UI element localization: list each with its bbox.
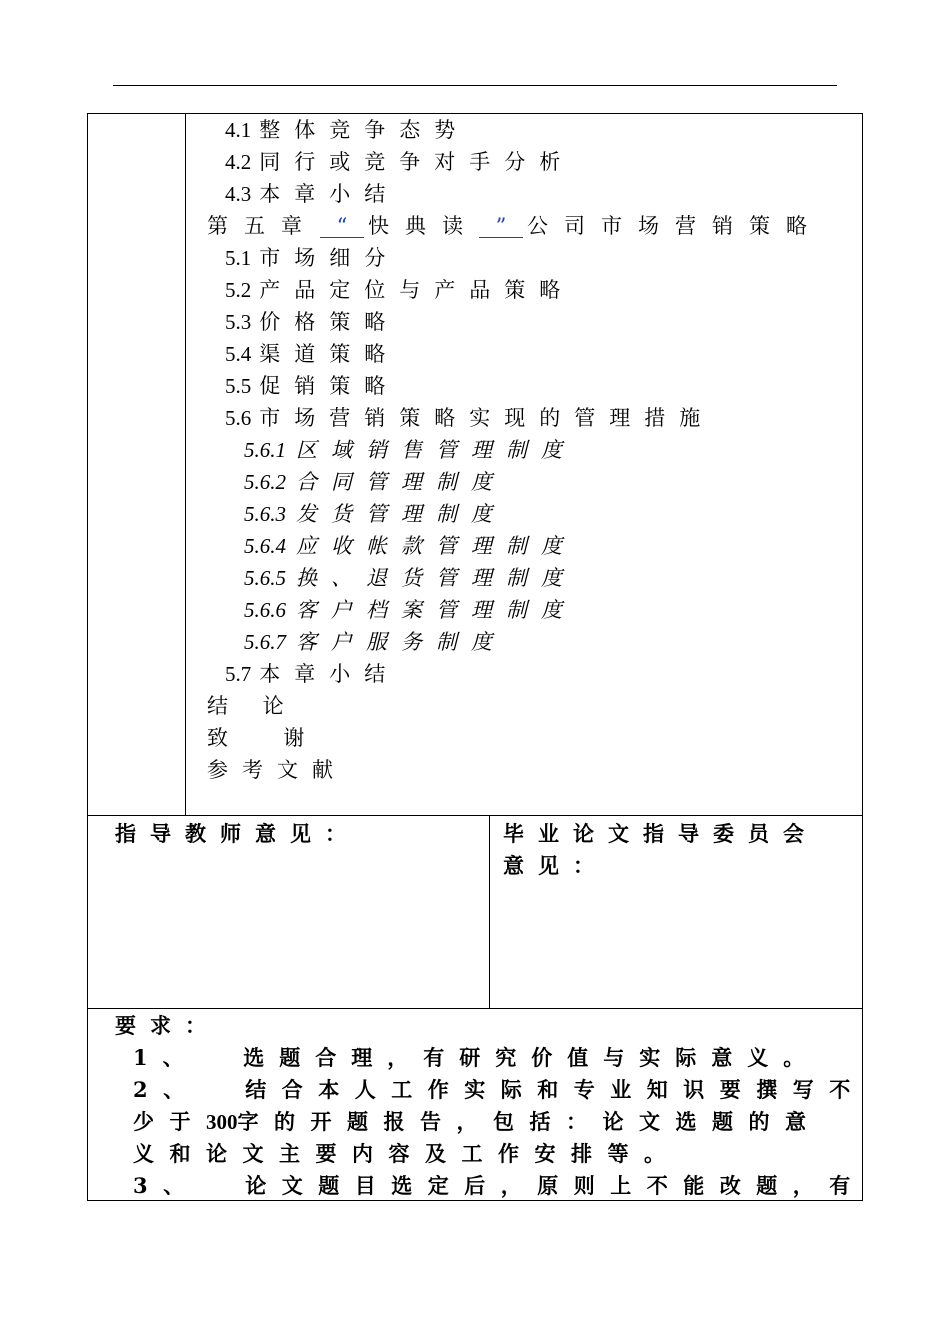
toc-5-2: 5.2 产品定位与产品策略 <box>225 278 575 302</box>
toc-conclusion: 结 论 <box>207 694 298 718</box>
toc-5-6-6: 5.6.6 客户档案管理制度 <box>244 598 576 622</box>
committee-opinion-label: 毕业论文指导委员会 <box>503 821 818 846</box>
requirement-item-3-line-1: 3、 论文题目选定后，原则上不能改题，有 <box>133 1173 866 1198</box>
toc-4-1: 4.1 整体竞争态势 <box>225 118 470 142</box>
toc-5-5: 5.5 促销策略 <box>225 374 400 398</box>
left-column-divider <box>185 113 186 816</box>
toc-5-4: 5.4 渠道策略 <box>225 342 400 366</box>
requirement-item-1: 1、 选题合理，有研究价值与实际意义。 <box>133 1045 820 1070</box>
teacher-opinion-label: 指导教师意见： <box>115 821 360 846</box>
requirements-label: 要求： <box>115 1013 220 1038</box>
toc-5-6: 5.6 市场营销策略实现的管理措施 <box>225 406 715 430</box>
toc-5-7: 5.7 本章小结 <box>225 662 400 686</box>
requirement-item-2-line-2: 少于300字的开题报告，包括：论文选题的意 <box>133 1109 822 1134</box>
toc-chapter-5: 第五章 “ 快典读 ” 公司市场营销策略 <box>207 214 823 238</box>
toc-5-1: 5.1 市场细分 <box>225 246 400 270</box>
toc-4-2: 4.2 同行或竞争对手分析 <box>225 150 575 174</box>
toc-references: 参考文献 <box>207 758 347 782</box>
toc-acknowledgements: 致 谢 <box>207 726 319 750</box>
requirement-item-2-line-3: 义和论文主要内容及工作安排等。 <box>133 1141 681 1166</box>
opinion-row-divider <box>87 1008 863 1009</box>
toc-row-divider <box>87 815 863 816</box>
toc-5-6-7: 5.6.7 客户服务制度 <box>244 630 506 654</box>
committee-opinion-label-line2: 意见： <box>503 853 608 878</box>
requirement-item-2-line-1: 2、 结合本人工作实际和专业知识要撰写不 <box>133 1077 866 1102</box>
toc-5-6-2: 5.6.2 合同管理制度 <box>244 470 506 494</box>
toc-5-6-1: 5.6.1 区域销售管理制度 <box>244 438 576 462</box>
page-header-rule <box>113 85 837 86</box>
toc-5-6-4: 5.6.4 应收帐款管理制度 <box>244 534 576 558</box>
toc-5-6-3: 5.6.3 发货管理制度 <box>244 502 506 526</box>
toc-5-6-5: 5.6.5 换、退货管理制度 <box>244 566 576 590</box>
opinion-column-divider <box>489 815 490 1008</box>
toc-4-3: 4.3 本章小结 <box>225 182 400 206</box>
toc-5-3: 5.3 价格策略 <box>225 310 400 334</box>
